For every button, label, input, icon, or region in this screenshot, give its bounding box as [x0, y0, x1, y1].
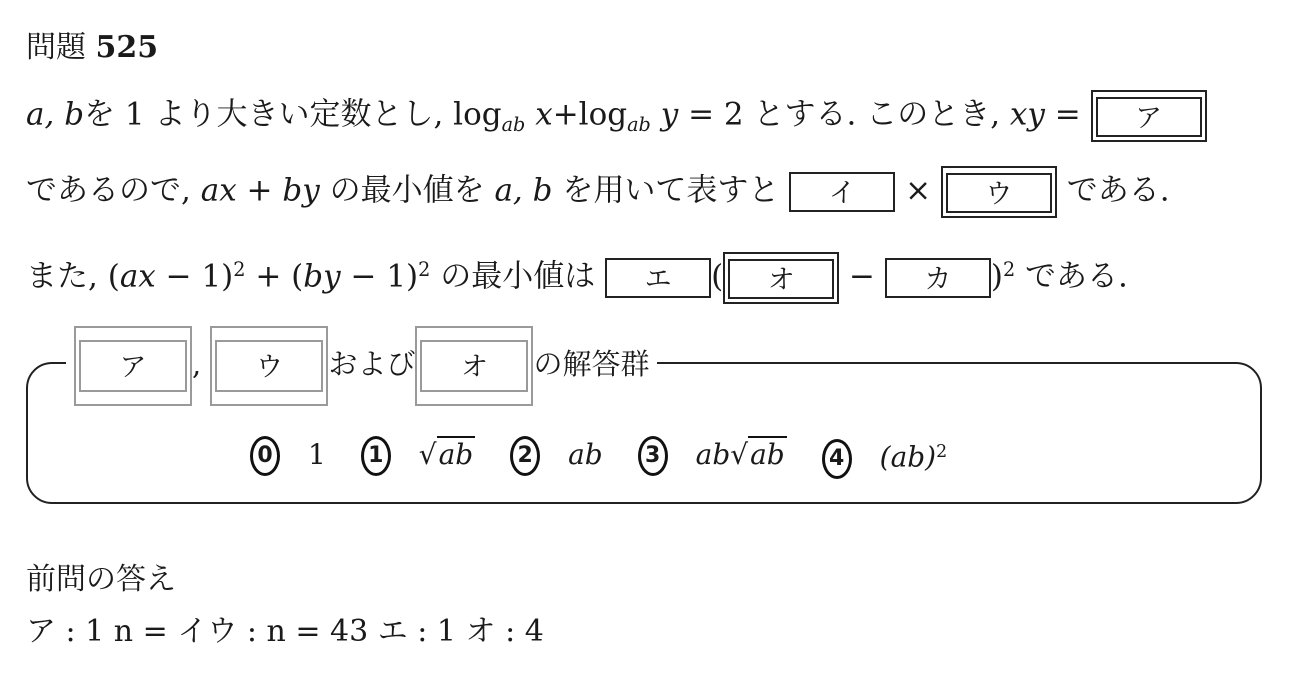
text-segment: および	[328, 347, 416, 381]
math-xy: xy	[1009, 96, 1045, 133]
text-segment: である.	[1056, 172, 1170, 209]
text-segment: の最小値を	[319, 172, 495, 209]
option-1[interactable]	[361, 435, 475, 477]
math-x: x	[525, 96, 553, 133]
problem-label: 問題	[26, 30, 86, 65]
option-value: ab	[750, 437, 785, 471]
answer-blank-o[interactable]	[723, 252, 839, 304]
sqrt-icon: √	[418, 437, 437, 471]
math-ax: ax	[119, 258, 156, 295]
log-base: ab	[627, 112, 651, 136]
blank-label: オ	[728, 259, 834, 299]
log-base: ab	[501, 112, 526, 136]
question-line-3	[26, 250, 1128, 304]
question-line-2	[26, 166, 1170, 218]
paren: (	[711, 258, 724, 295]
option-4[interactable]	[822, 432, 948, 479]
sqrt-icon: √	[730, 437, 749, 471]
answer-blank-e[interactable]: エ	[605, 258, 711, 298]
minus-sign: −	[839, 258, 885, 295]
option-value: ab	[438, 437, 474, 471]
exponent: 2	[1002, 258, 1016, 281]
option-2[interactable]	[510, 435, 603, 477]
exponent: 2	[936, 442, 948, 462]
text-segment: である.	[1015, 258, 1128, 295]
option-value: ab	[695, 437, 731, 471]
text-segment: を用いて表すと	[552, 172, 790, 209]
blank-label: オ	[420, 340, 528, 392]
option-value: ab	[568, 437, 603, 471]
exponent: 2	[418, 258, 431, 281]
text-segment: の最小値は	[430, 258, 606, 295]
times-sign: ×	[895, 172, 941, 209]
answer-choices-header	[66, 326, 657, 406]
paren: )	[990, 258, 1003, 295]
problem-title	[26, 28, 158, 68]
previous-answers-heading: 前問の答え	[26, 562, 176, 597]
text-segment: = 2 とする. このとき,	[678, 96, 1010, 133]
text-segment: の解答群	[533, 347, 650, 381]
blank-label: ウ	[946, 173, 1052, 213]
text-segment: を 1 より大きい定数とし, log	[84, 96, 502, 133]
math-ab: a, b	[494, 172, 553, 209]
text-segment: =	[1044, 96, 1091, 133]
problem-number: 525	[95, 30, 159, 65]
text-segment: + (	[245, 258, 304, 295]
separator: ,	[192, 347, 202, 381]
math-y: y	[650, 96, 679, 133]
math-by: by	[303, 258, 341, 295]
blank-label: ウ	[215, 340, 323, 392]
math-b: , b	[44, 96, 85, 133]
math-expression: ax + by	[200, 172, 320, 209]
option-3[interactable]	[638, 435, 787, 477]
math-a: a	[26, 96, 45, 133]
option-number: 0	[250, 436, 280, 476]
answer-blank-ka[interactable]: カ	[885, 258, 991, 298]
option-0[interactable]	[250, 435, 326, 477]
option-number: 1	[361, 436, 391, 476]
option-number: 4	[822, 439, 852, 479]
question-line-1	[26, 90, 1207, 145]
option-value: 1	[308, 437, 326, 471]
answer-blank-i[interactable]: イ	[789, 172, 895, 212]
text-segment: であるので,	[26, 172, 201, 209]
blank-label: ア	[1096, 97, 1202, 137]
blank-label: ア	[79, 340, 187, 392]
exponent: 2	[233, 258, 246, 281]
option-value: (ab)	[879, 440, 937, 474]
previous-answers: ア : 1 n = イウ : n = 43 エ : 1 オ : 4	[26, 614, 544, 649]
option-number: 3	[638, 436, 668, 476]
header-blank-a	[74, 326, 192, 406]
header-blank-u	[210, 326, 328, 406]
text-segment: また, (	[26, 258, 120, 295]
text-segment: +log	[552, 96, 628, 133]
answer-blank-a[interactable]	[1091, 90, 1207, 142]
answer-options	[250, 432, 973, 479]
header-blank-o	[415, 326, 533, 406]
text-segment: − 1)	[340, 258, 419, 295]
option-number: 2	[510, 436, 540, 476]
answer-blank-u[interactable]	[941, 166, 1057, 218]
text-segment: − 1)	[155, 258, 234, 295]
